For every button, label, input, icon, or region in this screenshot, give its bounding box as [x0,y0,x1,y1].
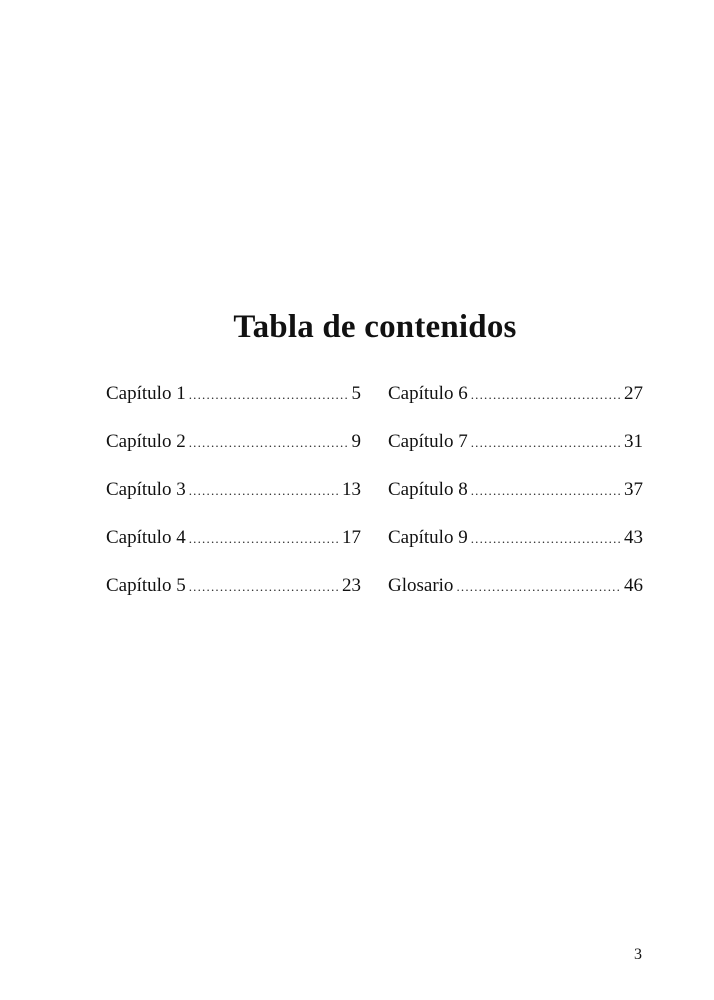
toc-entry-page: 37 [624,479,643,500]
toc-entry-label: Capítulo 5 [106,575,186,596]
toc-entry-label: Glosario [388,575,454,596]
toc-entry[interactable] [388,431,643,479]
toc-entry-label: Capítulo 7 [388,431,468,452]
dot-leader [471,531,621,547]
toc-entry-label: Capítulo 3 [106,479,186,500]
toc-entry-label: Capítulo 1 [106,383,186,404]
toc-entry-label: Capítulo 8 [388,479,468,500]
toc-entry-label: Capítulo 2 [106,431,186,452]
toc-entry-label: Capítulo 6 [388,383,468,404]
dot-leader [456,579,621,595]
toc-entry-page: 46 [624,575,643,596]
dot-leader [189,483,339,499]
dot-leader [471,435,621,451]
page-number: 3 [634,946,642,963]
dot-leader [189,579,339,595]
dot-leader [471,387,621,403]
toc-entry[interactable] [106,527,361,575]
toc-entry[interactable] [388,479,643,527]
toc-entry-page: 17 [342,527,361,548]
toc-entry-page: 13 [342,479,361,500]
toc-entry-label: Capítulo 9 [388,527,468,548]
toc-column-right [388,383,643,623]
toc-entry[interactable] [106,479,361,527]
dot-leader [471,483,621,499]
page-title: Tabla de contenidos [233,309,517,345]
toc-entry-page: 27 [624,383,643,404]
toc-entry[interactable] [106,383,361,431]
toc-entry[interactable] [388,527,643,575]
toc-column-left [106,383,361,623]
toc-entry[interactable] [388,575,643,623]
dot-leader [189,387,349,403]
toc-entry-page: 23 [342,575,361,596]
dot-leader [189,435,349,451]
toc-entry-page: 5 [351,383,361,404]
toc-entry-page: 43 [624,527,643,548]
toc-entry[interactable] [106,575,361,623]
toc-entry-label: Capítulo 4 [106,527,186,548]
toc-entry[interactable] [106,431,361,479]
toc-entry-page: 9 [351,431,361,452]
toc-entry[interactable] [388,383,643,431]
dot-leader [189,531,339,547]
toc-entry-page: 31 [624,431,643,452]
